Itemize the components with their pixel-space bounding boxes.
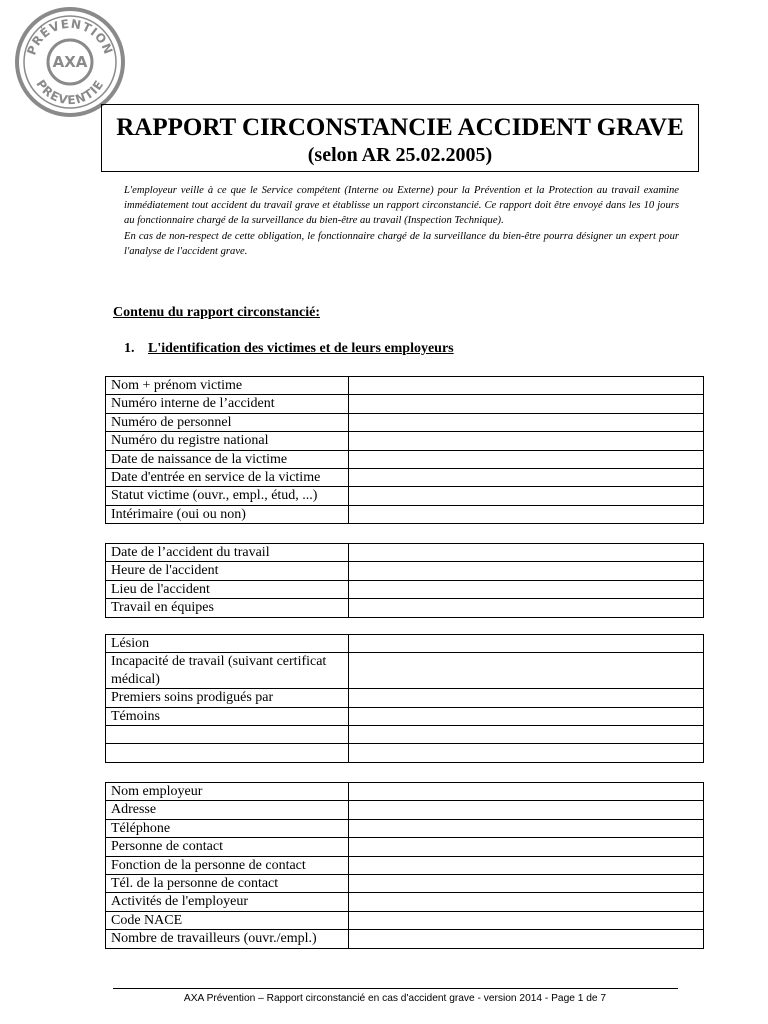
table-row (106, 875, 704, 893)
table-row (106, 653, 704, 689)
field-label: Adresse (106, 801, 349, 819)
section-title: Contenu du rapport circonstancié: (113, 305, 321, 320)
field-label (106, 744, 349, 762)
field-label: Premiers soins prodigués par (106, 689, 349, 707)
field-value-cell[interactable] (349, 783, 704, 801)
field-label: Heure de l'accident (106, 562, 349, 580)
field-label: Numéro de personnel (106, 413, 349, 431)
field-value-cell[interactable] (349, 487, 704, 505)
field-value-cell[interactable] (349, 450, 704, 468)
field-label: Téléphone (106, 819, 349, 837)
table-row (106, 744, 704, 762)
table-row (106, 911, 704, 929)
field-value-cell[interactable] (349, 432, 704, 450)
intro-paragraph-1: L'employeur veille à ce que le Service compétent (Interne ou Externe) pour la Prévention et la Protection au travail examine immédiatement tout accident du travail grave et établisse un rapport circonstancié. Ce rapport doit être envoyé dans les 10 jours au fonctionnaire chargé de la surveillance du bien-être au travail (Inspection Technique). (124, 185, 679, 227)
field-label: Statut victime (ouvr., empl., étud, ...) (106, 487, 349, 505)
field-label: Date de naissance de la victime (106, 450, 349, 468)
intro-paragraph-2: En cas de non-respect de cette obligation, le fonctionnaire chargé de la surveillance du bien-être pourra désigner un expert pour l'analyse de l'accident grave. (124, 230, 679, 257)
stamp-text-bottom: PREVENTIE (33, 77, 107, 108)
field-value-cell[interactable] (349, 875, 704, 893)
field-label: Fonction de la personne de contact (106, 856, 349, 874)
field-value-cell[interactable] (349, 838, 704, 856)
field-label: Personne de contact (106, 838, 349, 856)
table-row (106, 783, 704, 801)
table-row (106, 801, 704, 819)
report-title: RAPPORT CIRCONSTANCIE ACCIDENT GRAVE (116, 114, 684, 141)
field-value-cell[interactable] (349, 801, 704, 819)
table-row (106, 856, 704, 874)
field-value-cell[interactable] (349, 819, 704, 837)
field-value-cell[interactable] (349, 544, 704, 562)
field-label: Nom employeur (106, 783, 349, 801)
table-row (106, 413, 704, 431)
field-label: Date d'entrée en service de la victime (106, 469, 349, 487)
table-row (106, 707, 704, 725)
field-value-cell[interactable] (349, 911, 704, 929)
field-label: Code NACE (106, 911, 349, 929)
table-row (106, 505, 704, 523)
field-value-cell[interactable] (349, 653, 704, 689)
table-row (106, 377, 704, 395)
field-value-cell[interactable] (349, 580, 704, 598)
field-value-cell[interactable] (349, 726, 704, 744)
field-label: Activités de l'employeur (106, 893, 349, 911)
field-value-cell[interactable] (349, 505, 704, 523)
field-value-cell[interactable] (349, 377, 704, 395)
field-value-cell[interactable] (349, 689, 704, 707)
table-row (106, 395, 704, 413)
victim-identification-table (105, 376, 704, 524)
field-label: Date de l’accident du travail (106, 544, 349, 562)
subsection-heading (124, 341, 454, 357)
field-label: Lieu de l'accident (106, 580, 349, 598)
stamp-text-top: PRÉVENTION (24, 16, 116, 57)
table-row (106, 930, 704, 948)
table-row (106, 635, 704, 653)
field-label: Intérimaire (oui ou non) (106, 505, 349, 523)
table-row (106, 838, 704, 856)
table-row (106, 893, 704, 911)
field-label: Numéro interne de l’accident (106, 395, 349, 413)
table-row (106, 562, 704, 580)
field-value-cell[interactable] (349, 635, 704, 653)
page-footer: AXA Prévention – Rapport circonstancié en cas d'accident grave - version 2014 - Page 1 de 7 (183, 993, 607, 1004)
field-value-cell[interactable] (349, 395, 704, 413)
table-row (106, 726, 704, 744)
table-row (106, 544, 704, 562)
table-row (106, 819, 704, 837)
intro-text (124, 183, 679, 259)
axa-prevention-stamp (14, 6, 126, 118)
table-row (106, 599, 704, 617)
field-label: Nombre de travailleurs (ouvr./empl.) (106, 930, 349, 948)
table-row (106, 432, 704, 450)
field-label: Lésion (106, 635, 349, 653)
field-value-cell[interactable] (349, 893, 704, 911)
subsection-number: 1. (124, 341, 135, 356)
employer-table (105, 782, 704, 949)
field-value-cell[interactable] (349, 562, 704, 580)
field-label: Nom + prénom victime (106, 377, 349, 395)
field-label: Numéro du registre national (106, 432, 349, 450)
field-label: Travail en équipes (106, 599, 349, 617)
title-box (101, 104, 699, 172)
report-subtitle: (selon AR 25.02.2005) (307, 144, 493, 166)
field-label (106, 726, 349, 744)
table-row (106, 450, 704, 468)
field-value-cell[interactable] (349, 856, 704, 874)
injury-witnesses-table (105, 634, 704, 763)
field-label: Incapacité de travail (suivant certificat médical) (106, 653, 349, 689)
field-label: Témoins (106, 707, 349, 725)
field-value-cell[interactable] (349, 707, 704, 725)
accident-details-table (105, 543, 704, 618)
table-row (106, 689, 704, 707)
table-row (106, 580, 704, 598)
footer-divider (113, 988, 678, 989)
field-value-cell[interactable] (349, 599, 704, 617)
table-row (106, 487, 704, 505)
subsection-title: L'identification des victimes et de leurs employeurs (148, 341, 454, 356)
field-value-cell[interactable] (349, 744, 704, 762)
field-value-cell[interactable] (349, 930, 704, 948)
field-value-cell[interactable] (349, 469, 704, 487)
field-label: Tél. de la personne de contact (106, 875, 349, 893)
stamp-text-center: AXA (52, 53, 88, 71)
table-row (106, 469, 704, 487)
field-value-cell[interactable] (349, 413, 704, 431)
